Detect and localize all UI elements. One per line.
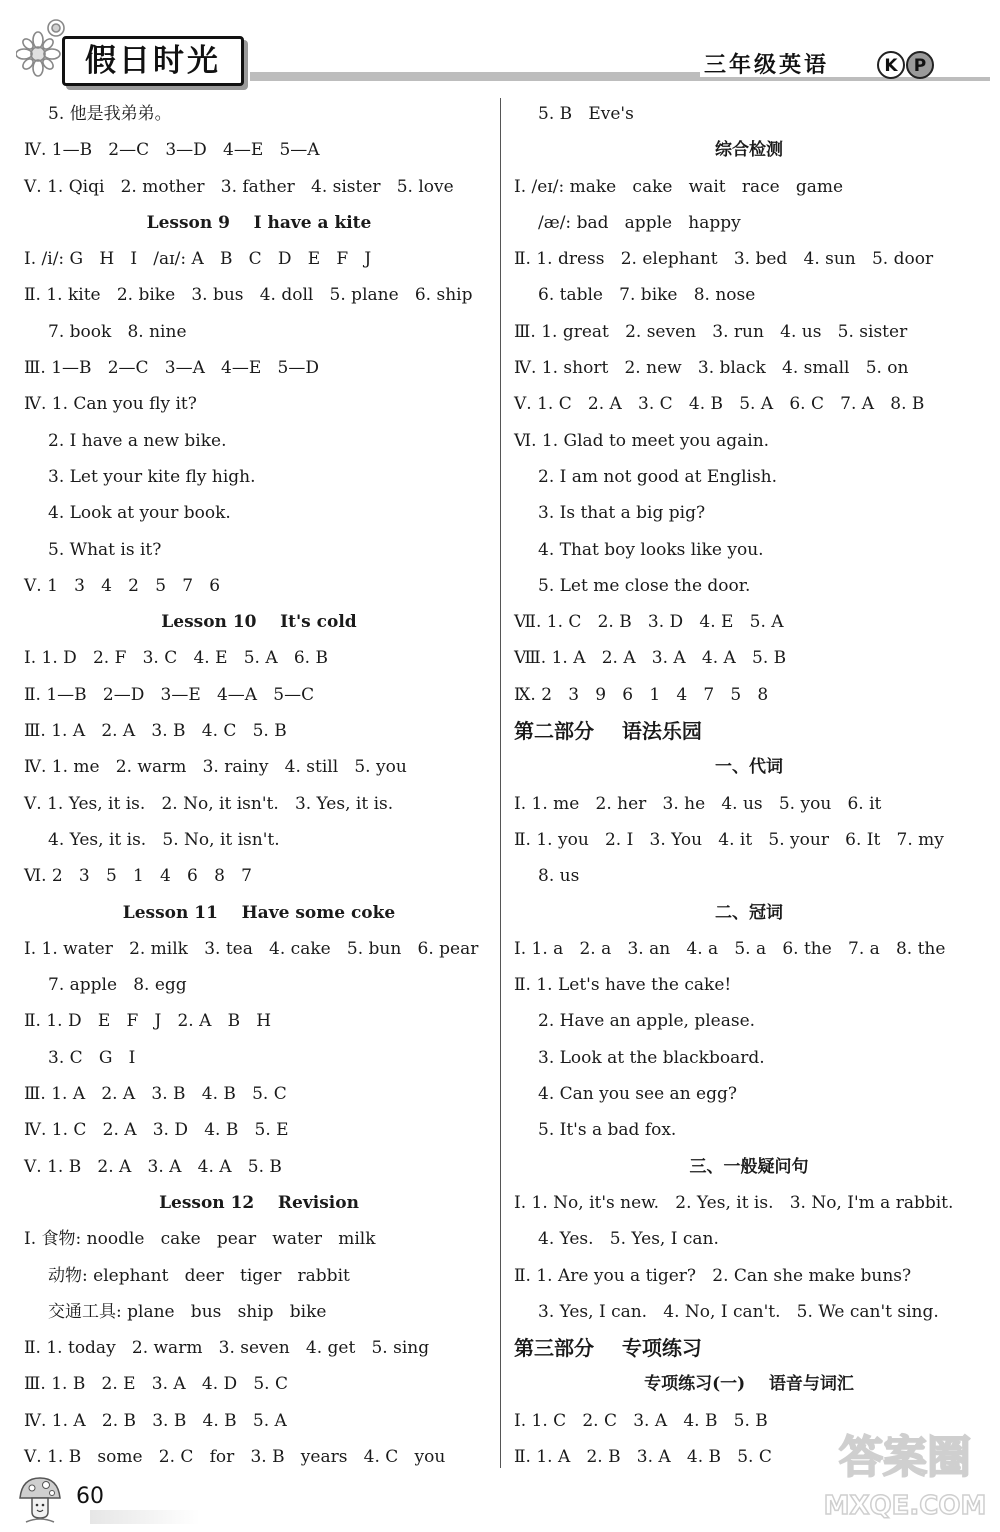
left-answer-line: 3. Let your kite fly high. <box>48 466 256 487</box>
left-answer-line: Ⅳ. 1. C 2. A 3. D 4. B 5. E <box>24 1120 289 1141</box>
mushroom-icon <box>16 1474 64 1524</box>
left-answer-line: Ⅰ. 1. water 2. milk 3. tea 4. cake 5. bun 6. pear <box>24 938 479 959</box>
left-answer-line: Ⅱ. 1. kite 2. bike 3. bus 4. doll 5. plane 6. ship <box>24 285 473 306</box>
publisher-logo <box>876 50 938 80</box>
left-answer-line: 5. 他是我弟弟。 <box>48 104 172 124</box>
left-answer-line: Ⅳ. 1—B 2—C 3—D 4—E 5—A <box>24 140 320 161</box>
right-answer-line: Ⅴ. 1. C 2. A 3. C 4. B 5. A 6. C 7. A 8. B <box>514 394 925 415</box>
left-answer-line: 7. apple 8. egg <box>48 975 187 996</box>
right-answer-line: 一、代词 <box>715 757 783 778</box>
watermark <box>820 1418 990 1526</box>
right-answer-line: 8. us <box>538 866 580 887</box>
left-answer-line: Lesson 11 Have some coke <box>122 902 396 923</box>
right-column <box>514 96 984 1475</box>
left-answer-line: 7. book 8. nine <box>48 321 187 342</box>
right-answer-line: 5. B Eve's <box>538 104 634 124</box>
right-answer-line: 第三部分 专项练习 <box>514 1336 702 1361</box>
left-answer-line: 4. Yes, it is. 5. No, it isn't. <box>48 829 280 850</box>
right-answer-line: 3. Is that a big pig? <box>538 503 706 524</box>
left-answer-line: Lesson 12 Revision <box>159 1192 359 1213</box>
right-answer-line: 5. Let me close the door. <box>538 575 751 596</box>
right-answer-line: 4. That boy looks like you. <box>538 539 764 560</box>
left-answer-line: Ⅲ. 1. A 2. A 3. B 4. C 5. B <box>24 721 287 742</box>
left-answer-line: 3. C G I <box>48 1047 136 1068</box>
left-answer-line: Ⅲ. 1. B 2. E 3. A 4. D 5. C <box>24 1374 288 1395</box>
page-header <box>0 0 1000 92</box>
left-answer-line: Ⅴ. 1. Qiqi 2. mother 3. father 4. sister 5. love <box>24 176 454 197</box>
left-answer-line: 4. Look at your book. <box>48 503 231 524</box>
right-answer-line: 二、冠词 <box>715 902 783 923</box>
left-answer-line: Ⅳ. 1. Can you fly it? <box>24 394 197 415</box>
left-answer-line: 2. I have a new bike. <box>48 430 227 451</box>
right-answer-line: 三、一般疑问句 <box>689 1156 809 1177</box>
right-answer-line: 专项练习(一) 语音与词汇 <box>644 1374 854 1395</box>
right-answer-line: Ⅱ. 1. dress 2. elephant 3. bed 4. sun 5. door <box>514 249 934 270</box>
right-answer-line: Ⅰ. 1. No, it's new. 2. Yes, it is. 3. No, I'm a rabbit. <box>514 1192 954 1213</box>
right-answer-line: 第二部分 语法乐园 <box>514 719 702 744</box>
left-answer-line: Ⅱ. 1—B 2—D 3—E 4—A 5—C <box>24 684 315 705</box>
right-answer-line: Ⅸ. 2 3 9 6 1 4 7 5 8 <box>514 684 769 705</box>
right-answer-line: Ⅶ. 1. C 2. B 3. D 4. E 5. A <box>514 612 784 633</box>
subject-label: 三年级英语 <box>704 53 830 78</box>
left-answer-line: Ⅱ. 1. today 2. warm 3. seven 4. get 5. sing <box>24 1338 430 1359</box>
right-answer-line: Ⅰ. 1. C 2. C 3. A 4. B 5. B <box>514 1410 768 1431</box>
watermark-title: 答案圈 <box>839 1432 971 1483</box>
flower-icon <box>16 16 68 78</box>
right-answer-line: 4. Yes. 5. Yes, I can. <box>538 1229 719 1250</box>
left-answer-line: Ⅴ. 1 3 4 2 5 7 6 <box>24 575 221 596</box>
right-answer-line: 4. Can you see an egg? <box>538 1084 737 1105</box>
page-number: 60 <box>76 1484 104 1509</box>
left-answer-line: 5. What is it? <box>48 539 162 560</box>
watermark-url: MXQE.COM <box>823 1491 987 1521</box>
left-answer-line: Ⅵ. 2 3 5 1 4 6 8 7 <box>24 866 252 887</box>
left-answer-line: Ⅴ. 1. Yes, it is. 2. No, it isn't. 3. Yes, it is. <box>24 793 394 814</box>
right-answer-line: Ⅳ. 1. short 2. new 3. black 4. small 5. on <box>514 358 909 379</box>
right-answer-line: 综合检测 <box>715 140 783 161</box>
left-answer-line: 交通工具: plane bus ship bike <box>48 1301 327 1322</box>
right-answer-line: 5. It's a bad fox. <box>538 1120 677 1141</box>
right-answer-line: 2. Have an apple, please. <box>538 1011 756 1032</box>
right-answer-line: Ⅷ. 1. A 2. A 3. A 4. A 5. B <box>514 648 787 669</box>
right-answer-line: Ⅱ. 1. you 2. I 3. You 4. it 5. your 6. It 7. my <box>514 829 944 850</box>
left-answer-line: Ⅴ. 1. B some 2. C for 3. B years 4. C you <box>24 1446 446 1467</box>
book-title: 假日时光 <box>62 36 244 86</box>
left-answer-line: Ⅰ. /i/: G H I /aɪ/: A B C D E F J <box>24 249 372 270</box>
left-answer-line: Ⅳ. 1. me 2. warm 3. rainy 4. still 5. you <box>24 757 407 778</box>
right-answer-line: 6. table 7. bike 8. nose <box>538 285 756 306</box>
footer-shade <box>90 1510 200 1524</box>
left-answer-line: Ⅲ. 1. A 2. A 3. B 4. B 5. C <box>24 1084 287 1105</box>
column-divider <box>500 98 501 1468</box>
left-column <box>24 96 494 1475</box>
right-answer-line: Ⅰ. /eɪ/: make cake wait race game <box>514 176 844 197</box>
right-answer-line: Ⅰ. 1. a 2. a 3. an 4. a 5. a 6. the 7. a 8. the <box>514 938 946 959</box>
left-answer-line: Ⅰ. 食物: noodle cake pear water milk <box>24 1229 376 1250</box>
right-answer-line: Ⅱ. 1. A 2. B 3. A 4. B 5. C <box>514 1446 772 1467</box>
right-answer-line: 2. I am not good at English. <box>538 466 778 487</box>
left-answer-line: Ⅰ. 1. D 2. F 3. C 4. E 5. A 6. B <box>24 648 328 669</box>
left-answer-line: Lesson 9 I have a kite <box>146 212 372 233</box>
right-answer-line: Ⅵ. 1. Glad to meet you again. <box>514 430 770 451</box>
right-answer-line: Ⅰ. 1. me 2. her 3. he 4. us 5. you 6. it <box>514 793 882 814</box>
left-answer-line: 动物: elephant deer tiger rabbit <box>48 1265 350 1286</box>
logo-letter-k: K <box>884 56 898 76</box>
left-answer-line: Ⅱ. 1. D E F J 2. A B H <box>24 1011 272 1032</box>
header-bar <box>250 72 700 81</box>
right-answer-line: 3. Look at the blackboard. <box>538 1047 765 1068</box>
left-answer-line: Ⅳ. 1. A 2. B 3. B 4. B 5. A <box>24 1410 287 1431</box>
right-answer-line: /æ/: bad apple happy <box>538 212 741 233</box>
right-answer-line: 3. Yes, I can. 4. No, I can't. 5. We can't sing. <box>538 1301 939 1322</box>
right-answer-line: Ⅱ. 1. Let's have the cake! <box>514 975 732 996</box>
left-answer-line: Ⅴ. 1. B 2. A 3. A 4. A 5. B <box>24 1156 282 1177</box>
right-answer-line: Ⅱ. 1. Are you a tiger? 2. Can she make buns? <box>514 1265 912 1286</box>
left-answer-line: Lesson 10 It's cold <box>161 612 357 633</box>
logo-letter-p: P <box>913 56 927 76</box>
left-answer-line: Ⅲ. 1—B 2—C 3—A 4—E 5—D <box>24 358 319 379</box>
right-answer-line: Ⅲ. 1. great 2. seven 3. run 4. us 5. sister <box>514 321 908 342</box>
